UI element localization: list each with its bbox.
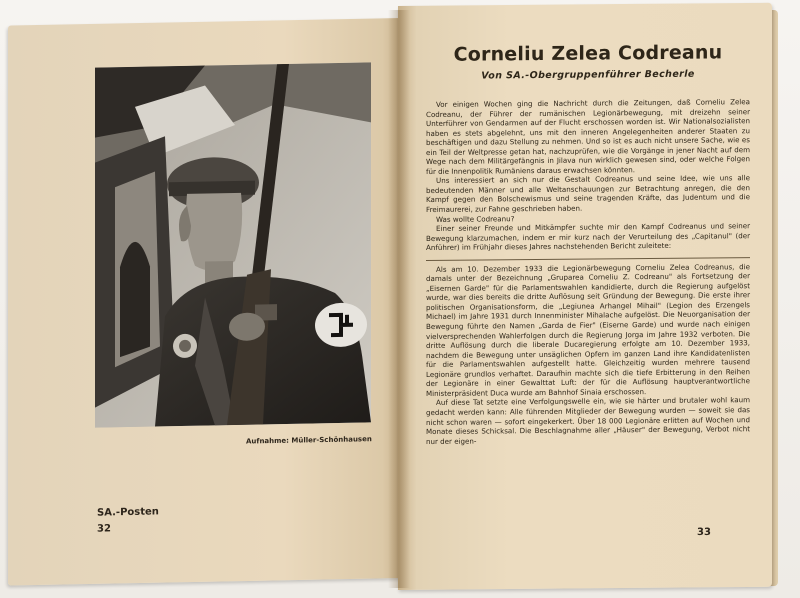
article-paragraph: Einer seiner Freunde und Mitkämpfer suchte mir den Kampf Codreanus und seiner Bewegung klarzumachen, indem er mir kurz nach der Verurteilung des „Capitanul" (der Anführer) im Frühjahr dieses Jahres nachstehenden Bericht zuleitete:	[426, 221, 750, 253]
section-divider	[426, 257, 750, 261]
right-page-number: 33	[697, 526, 711, 539]
publication-title: SA.-Posten	[97, 506, 159, 519]
photo-credit: Aufnahme: Müller-Schönhausen	[246, 435, 372, 446]
article-paragraph: Was wollte Codreanu?	[436, 213, 515, 224]
article-column	[426, 41, 750, 446]
left-footer	[97, 504, 159, 537]
article-paragraph: Uns interessiert an sich nur die Gestalt Codreanus und seine Idee, wie uns alle bedeutenden Männer und alle Weltanschauungen zur Betrachtung anregen, die den Kampf gegen den Bolschewismus und seine tragenden Kräfte, das Judentum und die Freimaurerei, zur Fahne geschrieben haben.	[426, 173, 750, 215]
soldier-photograph	[95, 62, 371, 427]
article-paragraph: Vor einigen Wochen ging die Nachricht durch die Zeitungen, daß Corneliu Zelea Codreanu, der Führer der rumänischen Legionärbewegung, mit dreizehn seiner Unterführer von Gendarmen auf der Flucht erschossen worden ist. Wir Nationalsozialisten haben es stets abgelehnt, uns mit den inneren Angelegenheiten anderer Staaten zu beschäftigen und dazu Stellung zu nehmen. Und so ist es auch nicht unsere Sache, wie es ein Teil der Weltpresse getan hat, nachzuprüfen, wie die Vorgänge in jener Nacht auf dem Wege nach dem Militärgefängnis in Jilava nun wirklich gewesen sind, oder welche Folgen für die Innenpolitik Rumäniens daraus erwachsen könnten.	[426, 97, 750, 176]
book-gutter	[388, 10, 410, 588]
article-paragraph: Als am 10. Dezember 1933 die Legionärbewegung Corneliu Zelea Codreanus, die damals unter der Bezeichnung „Gruparea Corneliu Z. Codreanu" als Fortsetzung der „Eisernen Garde" für die Parlamentswahlen kandidierte, durch die Regierung aufgelöst wurde, war dies bereits die dritte Auflösung seit Gründung der Bewegung. Die erste ihrer politischen Organisationsform, die „Legiunea Arhangel Mihail" (Legion des Erzengels Michael) im Jahre 1931 durch Innenminister Mihalache aufgelöst. Die Neuorganisation der Bewegung führte den Namen „Garda de Fier" (Eiserne Garde) und wurde nach einigen vielversprechenden Wahlerfolgen durch die Regierung Jorga im Jahre 1932 verboten. Die dritte Auflösung durch die liberale Ducaregierung erfolgte am 10. Dezember 1933, nachdem die Bewegung unter unsäglichen Opfern im ganzen Land ihre Kandidatenlisten für die Parlamentswahlen aufgestellt hatte. Gleichzeitig wurden mehrere tausend Legionäre grundlos verhaftet. Daraufhin machte sich die tiefe Erbitterung in den Reihen der Legionäre in einer Gewalttat Luft: der für die Auflösung hauptverantwortliche Ministerpräsident Duca wurde am Bahnhof Sinaia erschossen.	[426, 261, 750, 398]
article-paragraph: Auf diese Tat setzte eine Verfolgungswelle ein, wie sie härter und brutaler wohl kaum gedacht werden kann: Alle führenden Mitglieder der Bewegung wurden — soweit sie das nicht schon waren — sofort eingekerkert. Über 18 000 Legionäre erlitten auf Wochen und Monate dieses Schicksal. Die Beschlagnahme aller „Häuser" der Bewegung, Verbot nicht nur der eigen-	[426, 395, 750, 446]
article-byline: Von SA.-Obergruppenführer Becherle	[481, 68, 695, 82]
article-title: Corneliu Zelea Codreanu	[453, 41, 723, 66]
photo-image	[95, 62, 371, 427]
left-page-number: 32	[97, 523, 111, 535]
